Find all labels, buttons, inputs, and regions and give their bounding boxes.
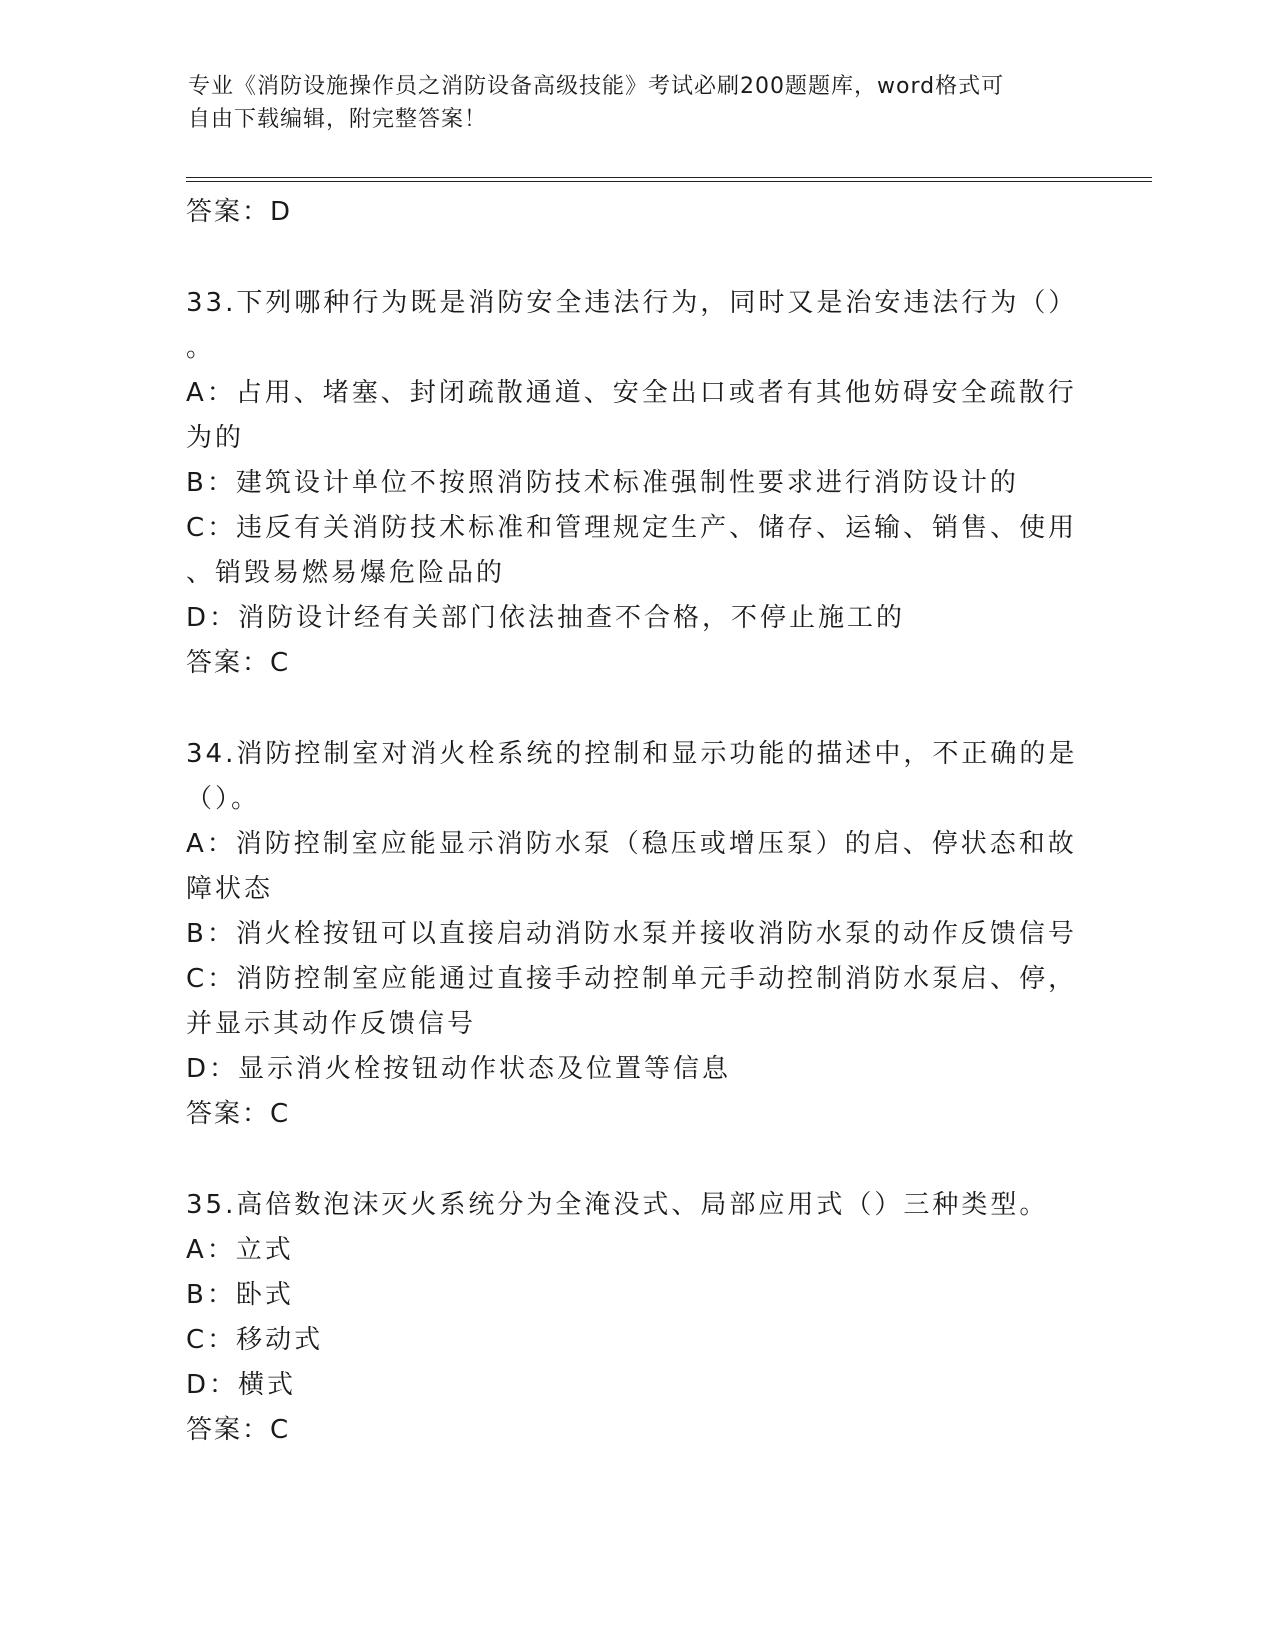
option-a-line: A：占用、堵塞、封闭疏散通道、安全出口或者有其他妨碍安全疏散行 [186, 378, 1077, 408]
option-c-line: C：消防控制室应能通过直接手动控制单元手动控制消防水泵启、停， [186, 964, 1078, 994]
question-stem-line: （）。 [186, 784, 261, 814]
question-content [186, 190, 1086, 1453]
question-34 [186, 732, 1086, 1137]
header-divider [186, 177, 1152, 178]
option-c-line: 并显示其动作反馈信号 [186, 1009, 477, 1039]
question-stem-line: 33.下列哪种行为既是消防安全违法行为，同时又是治安违法行为（） [186, 288, 1078, 318]
option-c-line: 、销毁易燃易爆危险品的 [186, 558, 506, 588]
header-line-1: 专业《消防设施操作员之消防设备高级技能》考试必刷200题题库，word格式可 [188, 74, 1005, 99]
question-33 [186, 281, 1086, 686]
option-b-line: B：卧式 [186, 1280, 294, 1310]
option-a-line: A：消防控制室应能显示消防水泵（稳压或增压泵）的启、停状态和故 [186, 829, 1077, 859]
option-b-line: B：建筑设计单位不按照消防技术标准强制性要求进行消防设计的 [186, 468, 1019, 498]
answer-line: 答案：C [186, 1415, 291, 1445]
question-stem-line: 35.高倍数泡沫灭火系统分为全淹没式、局部应用式（）三种类型。 [186, 1190, 1049, 1220]
option-d-line: D：显示消火栓按钮动作状态及位置等信息 [186, 1054, 732, 1084]
header-divider-second [186, 181, 1152, 182]
previous-answer: 答案：D [186, 197, 293, 227]
option-a-line: A：立式 [186, 1235, 294, 1265]
question-stem-line: 34.消防控制室对消火栓系统的控制和显示功能的描述中，不正确的是 [186, 739, 1078, 769]
option-d-line: D：消防设计经有关部门依法抽查不合格，不停止施工的 [186, 603, 906, 633]
answer-line: 答案：C [186, 648, 291, 678]
option-a-line: 为的 [186, 423, 245, 453]
option-d-line: D：横式 [186, 1370, 297, 1400]
question-35 [186, 1183, 1086, 1453]
page-header [188, 70, 1068, 136]
answer-line: 答案：C [186, 1099, 291, 1129]
header-line-2: 自由下载编辑，附完整答案！ [188, 107, 488, 132]
option-b-line: B：消火栓按钮可以直接启动消防水泵并接收消防水泵的动作反馈信号 [186, 919, 1077, 949]
option-c-line: C：违反有关消防技术标准和管理规定生产、储存、运输、销售、使用 [186, 513, 1078, 543]
option-a-line: 障状态 [186, 874, 274, 904]
option-c-line: C：移动式 [186, 1325, 324, 1355]
question-stem-line: 。 [186, 333, 216, 363]
